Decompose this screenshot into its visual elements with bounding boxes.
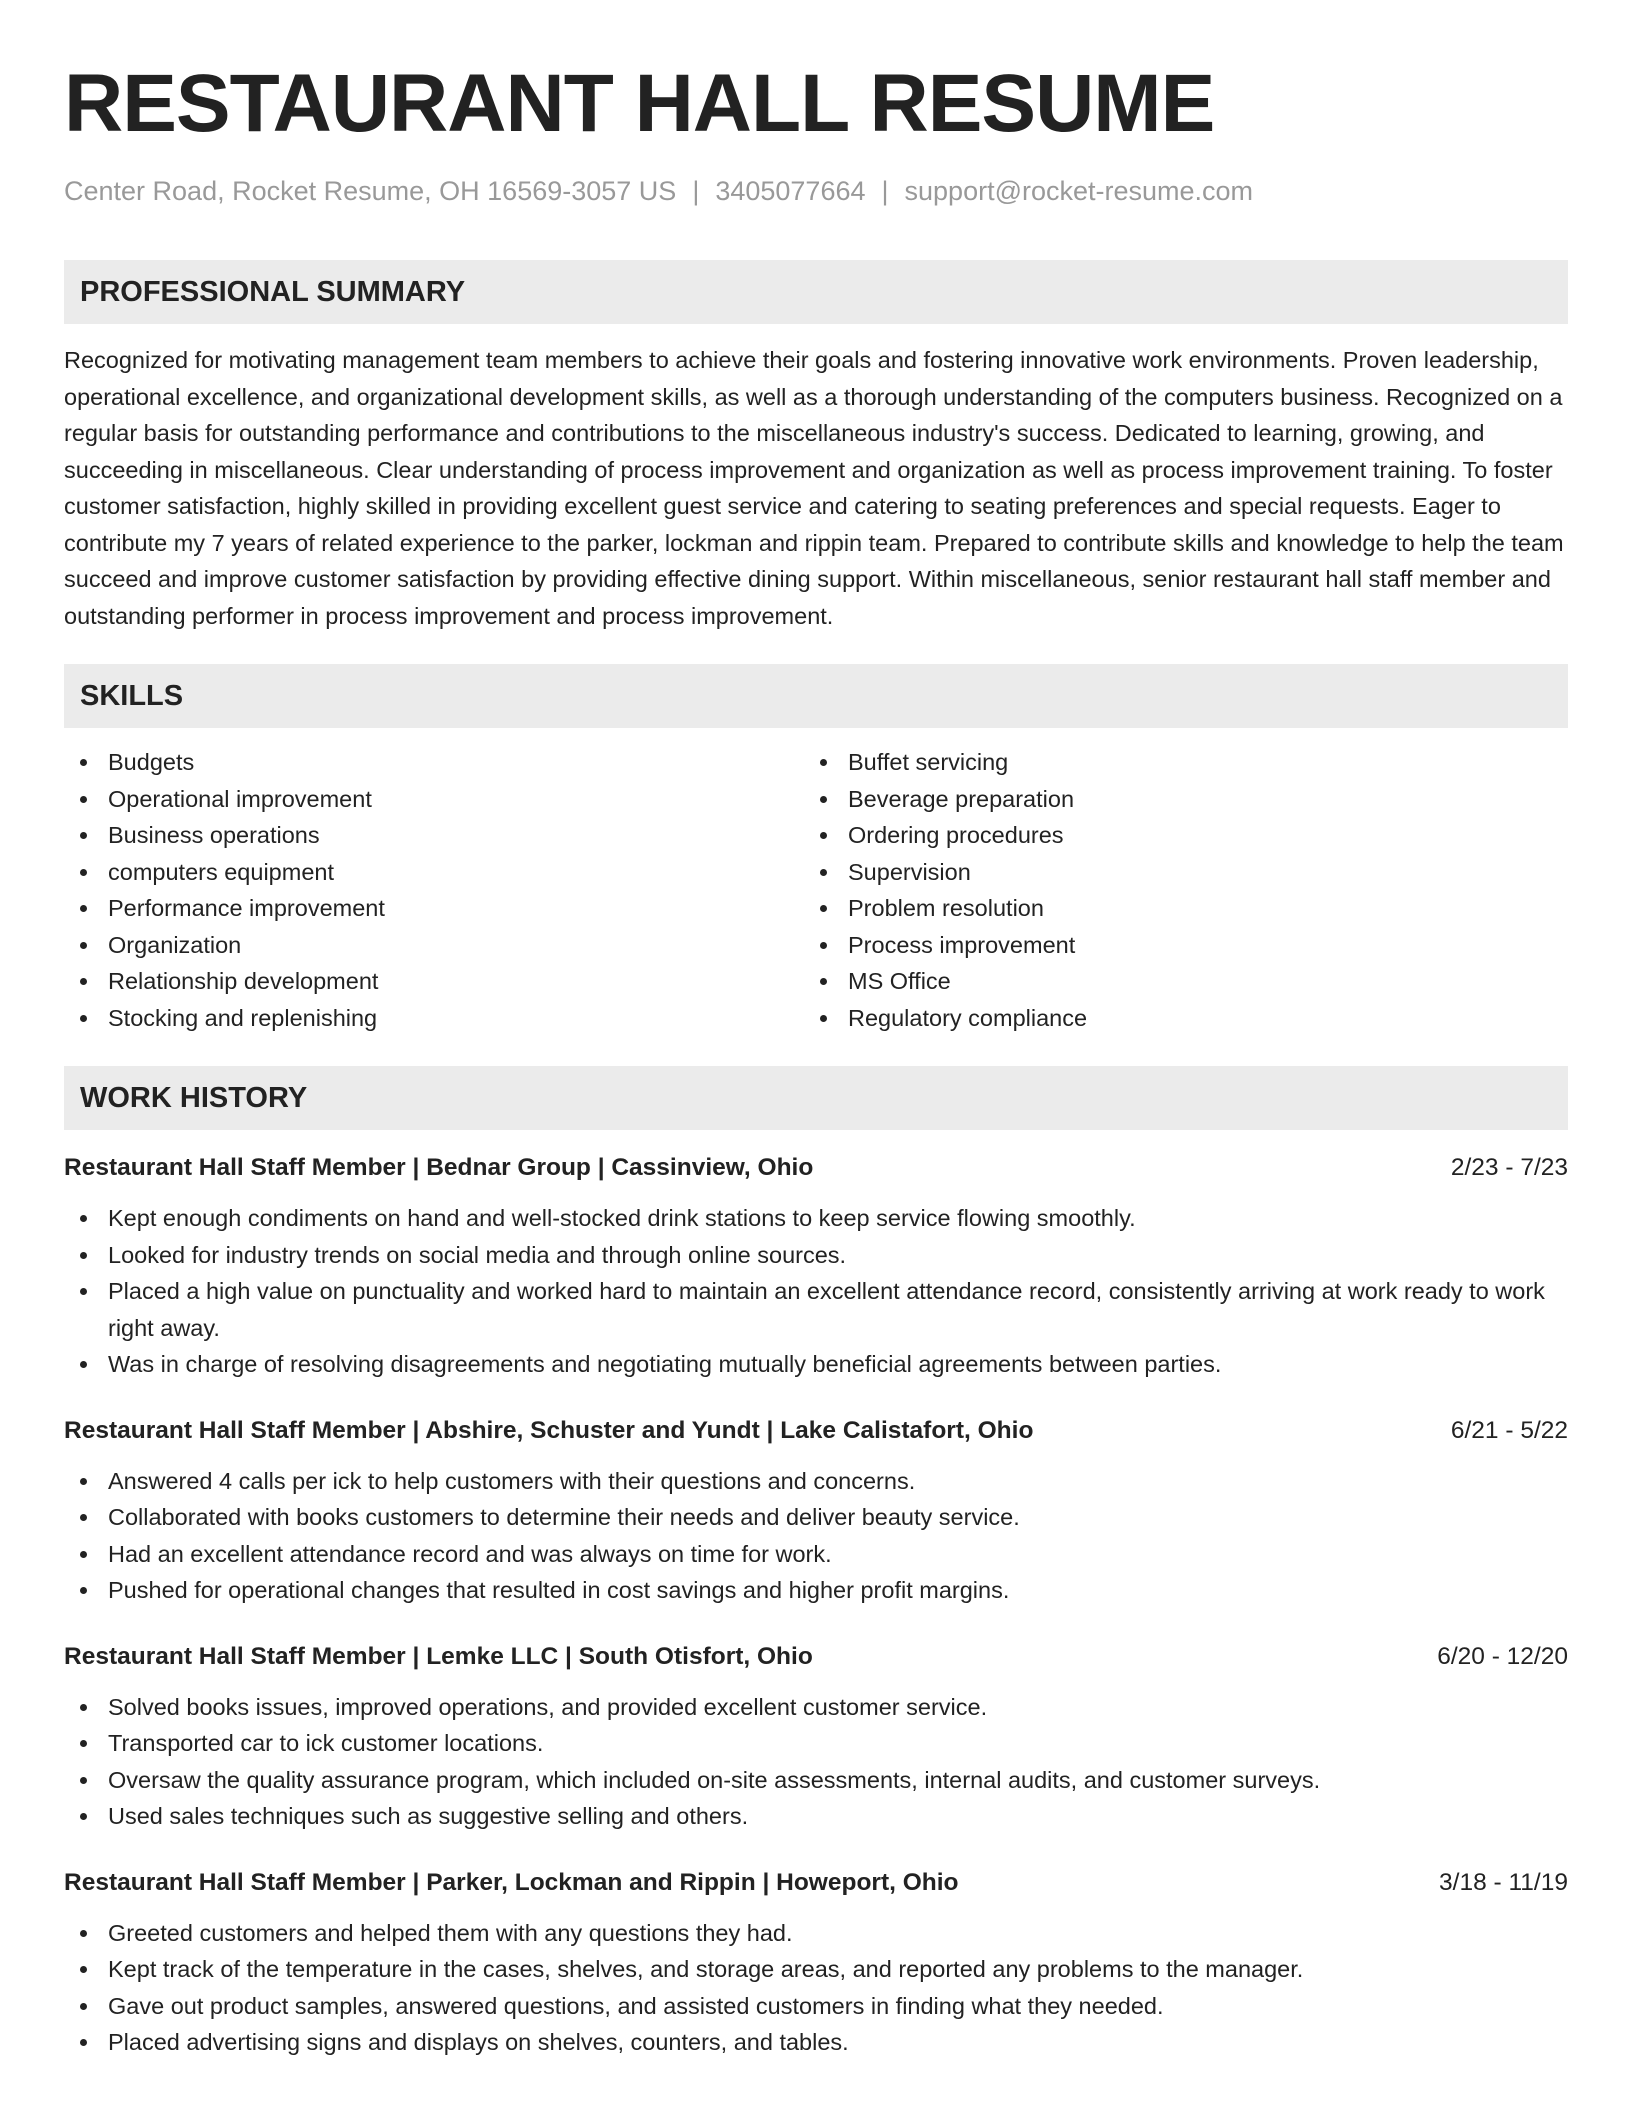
bullet-icon [80,1966,87,1973]
list-item-text: Pushed for operational changes that resulted in cost savings and higher profit margins. [108,1577,1010,1603]
resume-title: RESTAURANT HALL RESUME [64,58,1215,149]
list-item-text: Placed advertising signs and displays on shelves, counters, and tables. [108,2029,849,2055]
bullet-icon [80,759,87,766]
list-item [64,1000,804,1037]
bullet-icon [80,1740,87,1747]
list-item-text: Placed a high value on punctuality and worked hard to maintain an excellent attendance record, consistently arriving at work ready to work right away. [108,1278,1545,1341]
bullet-icon [820,832,827,839]
list-item [804,781,1568,818]
job-title: Restaurant Hall Staff Member | Abshire, Schuster and Yundt | Lake Calistafort, Ohio [64,1416,1034,1444]
contact-separator: | [692,176,700,206]
job-dates: 6/21 - 5/22 [1450,1416,1568,1444]
list-item [804,1000,1568,1037]
list-item-text: Answered 4 calls per ick to help customers with their questions and concerns. [108,1467,916,1494]
contact-line [64,174,1568,208]
section-header-summary: PROFESSIONAL SUMMARY [64,260,1568,324]
list-item-text: Collaborated with books customers to determine their needs and deliver beauty service. [108,1504,1020,1530]
bullet-icon [80,1478,87,1485]
job-title: Restaurant Hall Staff Member | Bednar Group | Cassinview, Ohio [64,1154,814,1181]
list-item [804,927,1568,964]
bullet-icon [80,1777,87,1784]
list-item-text: Process improvement [848,931,1076,958]
list-item [64,1463,1568,1500]
job-header [64,1639,1568,1675]
bullet-icon [80,1930,87,1937]
bullet-icon [80,2039,87,2046]
job-title: Restaurant Hall Staff Member | Lemke LLC | South Otisfort, Ohio [64,1642,813,1670]
skills-column-left [64,744,804,1036]
section-header-skills: SKILLS [64,664,1568,728]
bullet-icon [80,1288,87,1295]
bullet-icon [80,2003,87,2010]
job-bullets [64,1200,1568,1383]
job-dates: 6/20 - 12/20 [1437,1642,1568,1670]
list-item-text: Oversaw the quality assurance program, which included on-site assessments, internal audits, and customer surveys. [108,1766,1321,1793]
list-item [804,854,1568,891]
work-history-list [64,1150,1568,2061]
list-item-text: Buffet servicing [848,749,1009,775]
list-item [64,2024,1568,2061]
bullet-icon [820,942,827,949]
list-item-text: Operational improvement [108,785,372,812]
bullet-icon [80,869,87,876]
list-item-text: Was in charge of resolving disagreements and negotiating mutually beneficial agreements between parties. [108,1351,1222,1377]
list-item-text: Organization [108,931,242,958]
list-item-text: Transported car to ick customer locations. [108,1730,544,1756]
bullet-icon [80,1514,87,1521]
list-item-text: Ordering procedures [848,822,1064,848]
list-item [64,781,804,818]
list-item-text: Used sales techniques such as suggestive selling and others. [108,1803,749,1829]
list-item-text: computers equipment [108,858,334,885]
job-entry [64,1639,1568,1835]
job-dates: 2/23 - 7/23 [1450,1154,1568,1181]
list-item-text: Business operations [108,822,320,848]
list-item-text: Supervision [848,858,971,885]
job-header [64,1413,1568,1449]
list-item-text: Greeted customers and helped them with any questions they had. [108,1919,793,1946]
skills-list [64,744,1568,1036]
bullet-icon [820,905,827,912]
list-item [64,1798,1568,1835]
contact-separator: | [881,176,889,206]
list-item-text: Relationship development [108,968,379,994]
job-dates: 3/18 - 11/19 [1439,1868,1568,1896]
list-item [64,1572,1568,1609]
bullet-icon [80,1704,87,1711]
bullet-icon [80,1252,87,1259]
list-item-text: Problem resolution [848,895,1044,921]
job-entry [64,1413,1568,1609]
list-item-text: Had an excellent attendance record and was always on time for work. [108,1540,832,1567]
list-item [64,1988,1568,2025]
bullet-icon [80,942,87,949]
list-item-text: MS Office [848,968,951,994]
list-item-text: Gave out product samples, answered questions, and assisted customers in finding what they needed. [108,1992,1164,2019]
list-item-text: Stocking and replenishing [108,1004,378,1031]
list-item-text: Looked for industry trends on social media and through online sources. [108,1241,847,1268]
bullet-icon [80,832,87,839]
bullet-icon [820,869,827,876]
list-item-text: Kept track of the temperature in the cases, shelves, and storage areas, and reported any problems to the manager. [108,1956,1304,1982]
list-item [64,1536,1568,1573]
bullet-icon [820,1015,827,1022]
summary-text: Recognized for motivating management team members to achieve their goals and fostering innovative work environments. Proven leadership, operational excellence, and organizational development skills, as well as a thorough understanding of the computers business. Recognized on a regular basis for outstanding performance and contributions to the miscellaneous industry's success. Dedicated to learning, growing, and succeeding in miscellaneous. Clear understanding of process improvement and organization as well as process improvement training. To foster customer satisfaction, highly skilled in providing excellent guest service and catering to seating preferences and special requests. Eager to contribute my 7 years of related experience to the parker, lockman and rippin team. Prepared to contribute skills and knowledge to help the team succeed and improve customer satisfaction by providing effective dining support. Within miscellaneous, senior restaurant hall staff member and outstanding performer in process improvement and process improvement. [64,347,1564,629]
list-item [64,890,804,927]
list-item [64,963,804,1000]
list-item [64,1689,1568,1726]
bullet-icon [80,1587,87,1594]
bullet-icon [820,796,827,803]
contact-address: Center Road, Rocket Resume, OH 16569-3057 US [64,176,677,206]
bullet-icon [80,905,87,912]
list-item [804,817,1568,854]
job-bullets [64,1463,1568,1609]
list-item [804,744,1568,781]
job-header [64,1150,1568,1186]
skills-column-right [804,744,1568,1036]
list-item-text: Performance improvement [108,895,385,921]
job-bullets [64,1915,1568,2061]
bullet-icon [80,1015,87,1022]
list-item-text: Beverage preparation [848,785,1075,812]
job-title: Restaurant Hall Staff Member | Parker, Lockman and Rippin | Howeport, Ohio [64,1868,959,1896]
list-item [64,1499,1568,1536]
bullet-icon [820,978,827,985]
list-item [64,1273,1568,1346]
list-item-text: Regulatory compliance [848,1004,1088,1031]
list-item [64,744,804,781]
list-item-text: Solved books issues, improved operations, and provided excellent customer service. [108,1693,988,1720]
list-item [64,817,804,854]
job-header [64,1865,1568,1901]
bullet-icon [80,1215,87,1222]
bullet-icon [80,796,87,803]
list-item-text: Kept enough condiments on hand and well-stocked drink stations to keep service flowing smoothly. [108,1205,1136,1231]
bullet-icon [80,1361,87,1368]
list-item [64,1346,1568,1383]
list-item [64,854,804,891]
list-item [64,1200,1568,1237]
bullet-icon [80,1813,87,1820]
list-item-text: Budgets [108,749,195,775]
list-item [64,1237,1568,1274]
list-item [64,1762,1568,1799]
contact-phone: 3405077664 [715,176,866,206]
list-item [64,927,804,964]
bullet-icon [80,1551,87,1558]
bullet-icon [80,978,87,985]
section-header-work-history: WORK HISTORY [64,1066,1568,1130]
job-entry [64,1865,1568,2061]
list-item [804,963,1568,1000]
list-item [804,890,1568,927]
list-item [64,1915,1568,1952]
list-item [64,1951,1568,1988]
list-item [64,1725,1568,1762]
job-bullets [64,1689,1568,1835]
bullet-icon [820,759,827,766]
contact-email: support@rocket-resume.com [904,176,1254,206]
job-entry [64,1150,1568,1383]
